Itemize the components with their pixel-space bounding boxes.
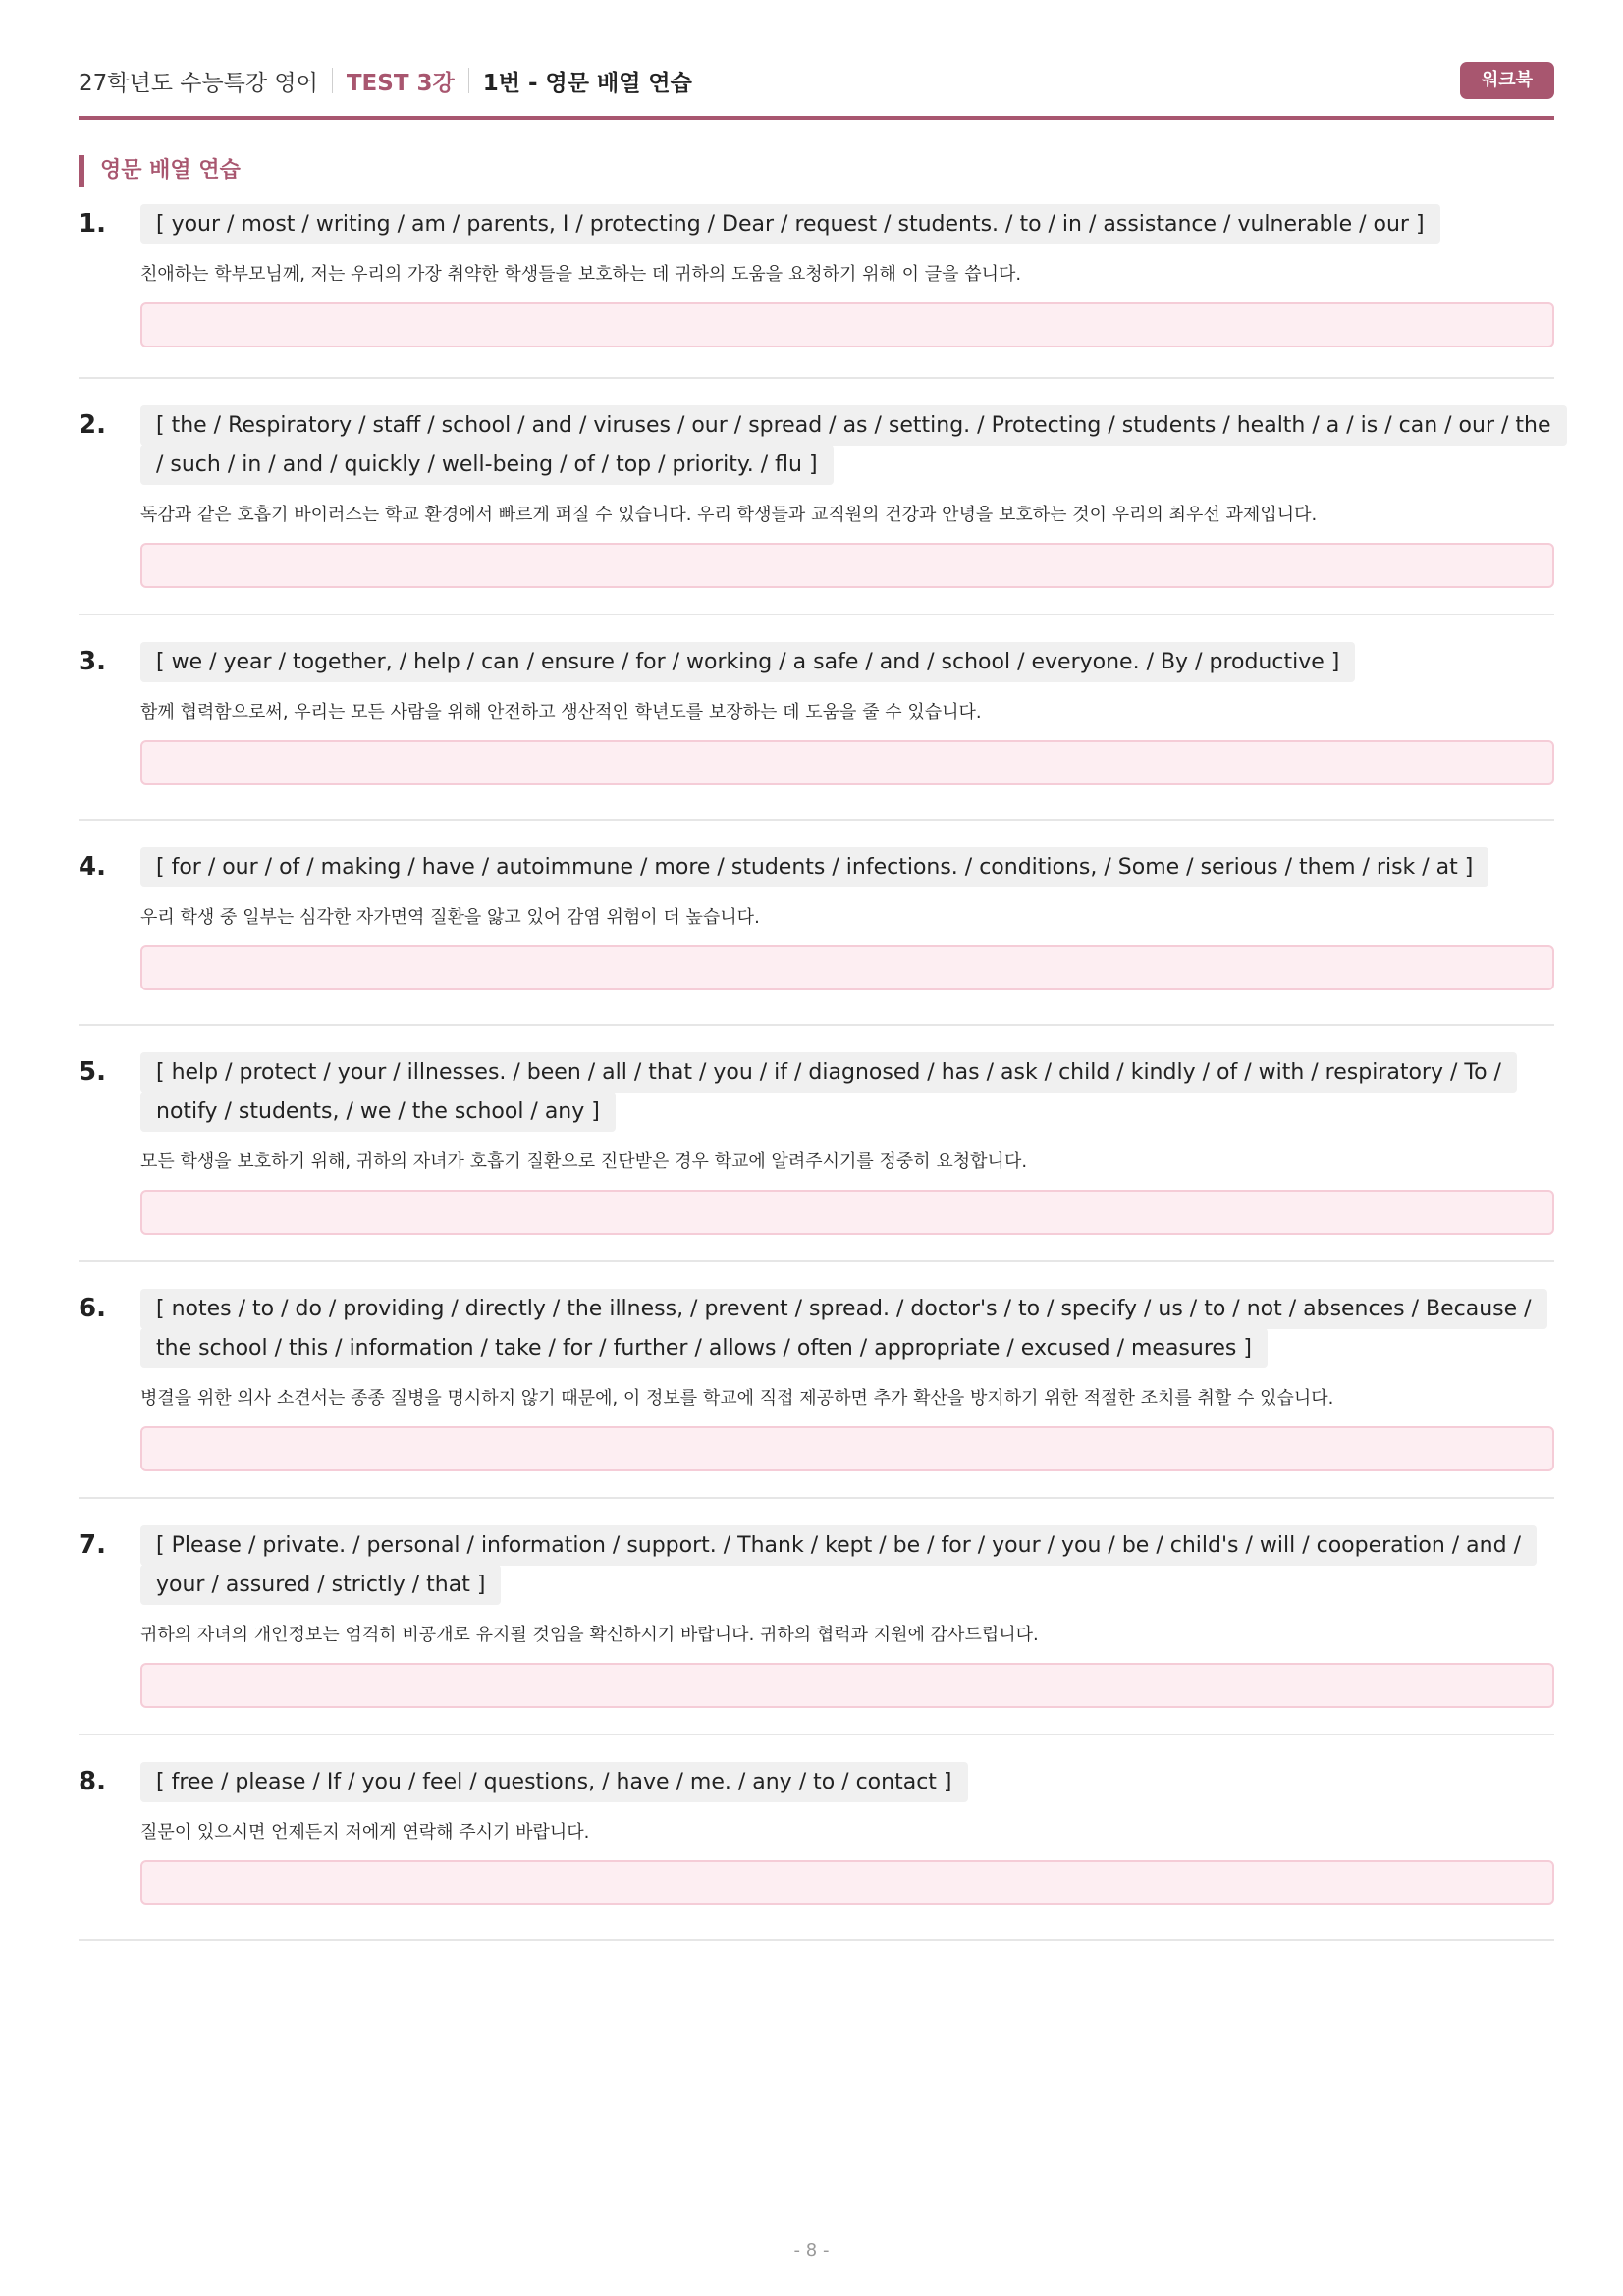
- answer-box[interactable]: [140, 1190, 1554, 1235]
- word-bank-text: [ free / please / If / you / feel / questions, / have / me. / any / to / contact ]: [140, 1762, 968, 1802]
- series-title: 27학년도 수능특강 영어: [79, 70, 318, 96]
- translation: 질문이 있으시면 언제든지 저에게 연락해 주시기 바랍니다.: [140, 1822, 590, 1842]
- exercise-list: [79, 199, 1554, 1941]
- exercise-item: [79, 821, 1554, 1026]
- word-bank: [140, 1262, 1554, 1368]
- word-bank: [140, 821, 1554, 887]
- answer-box[interactable]: [140, 1426, 1554, 1471]
- word-bank-text: [ the / Respiratory / staff / school / and / viruses / our / spread / as / setting. / Protecting / students / health / a / is / can / our / the / such / in / and / quickly / well-being / of / top / priority. / flu ]: [140, 405, 1567, 485]
- item-number: 5.: [79, 1057, 106, 1087]
- word-bank-text: [ help / protect / your / illnesses. / been / all / that / you / if / diagnosed / has / ask / child / kindly / of / with / respiratory / To / notify / students, / we / the school / any ]: [140, 1052, 1517, 1132]
- exercise-item: [79, 1735, 1554, 1941]
- item-number: 2.: [79, 410, 106, 440]
- translation: 우리 학생 중 일부는 심각한 자가면역 질환을 앓고 있어 감염 위험이 더 높습니다.: [140, 907, 760, 928]
- answer-box[interactable]: [140, 1860, 1554, 1905]
- page-number: - 8 -: [793, 2240, 830, 2261]
- answer-box[interactable]: [140, 740, 1554, 785]
- word-bank: [140, 1735, 1554, 1802]
- exercise-item: [79, 379, 1554, 615]
- word-bank: [140, 615, 1554, 682]
- header-divider: [468, 68, 469, 93]
- translation: 병결을 위한 의사 소견서는 종종 질병을 명시하지 않기 때문에, 이 정보를 학교에 직접 제공하면 추가 확산을 방지하기 위한 적절한 조치를 취할 수 있습니다.: [140, 1388, 1334, 1409]
- section-title: 영문 배열 연습: [79, 155, 241, 187]
- exercise-title: 1번 - 영문 배열 연습: [482, 70, 692, 96]
- header-divider: [332, 68, 333, 93]
- exercise-item: [79, 199, 1554, 379]
- word-bank: [140, 1499, 1554, 1605]
- exercise-item: [79, 615, 1554, 821]
- word-bank-text: [ your / most / writing / am / parents, I / protecting / Dear / request / students. / to / in / assistance / vulnerable / our ]: [140, 204, 1440, 244]
- answer-box[interactable]: [140, 945, 1554, 990]
- test-label: TEST 3강: [346, 70, 455, 96]
- translation: 모든 학생을 보호하기 위해, 귀하의 자녀가 호흡기 질환으로 진단받은 경우 학교에 알려주시기를 정중히 요청합니다.: [140, 1151, 1028, 1172]
- item-number: 7.: [79, 1530, 106, 1560]
- word-bank-text: [ notes / to / do / providing / directly / the illness, / prevent / spread. / doctor's / to / specify / us / to / not / absences / Because / the school / this / information / take / for / further / allows / often / appropriate / excused / measures ]: [140, 1289, 1547, 1368]
- word-bank: [140, 1026, 1554, 1132]
- item-number: 1.: [79, 209, 106, 239]
- workbook-badge: 워크북: [1460, 62, 1554, 99]
- translation: 귀하의 자녀의 개인정보는 엄격히 비공개로 유지될 것임을 확신하시기 바랍니다. 귀하의 협력과 지원에 감사드립니다.: [140, 1625, 1039, 1645]
- answer-box[interactable]: [140, 1663, 1554, 1708]
- item-number: 3.: [79, 647, 106, 676]
- item-number: 6.: [79, 1294, 106, 1323]
- answer-box[interactable]: [140, 543, 1554, 588]
- answer-box[interactable]: [140, 302, 1554, 347]
- item-number: 4.: [79, 852, 106, 881]
- page-header: [79, 61, 1554, 100]
- exercise-item: [79, 1262, 1554, 1499]
- word-bank-text: [ we / year / together, / help / can / ensure / for / working / a safe / and / school / everyone. / By / productive ]: [140, 642, 1355, 682]
- exercise-item: [79, 1026, 1554, 1262]
- item-number: 8.: [79, 1767, 106, 1796]
- header-rule: [79, 116, 1554, 120]
- word-bank-text: [ Please / private. / personal / information / support. / Thank / kept / be / for / your / you / be / child's / will / cooperation / and / your / assured / strictly / that ]: [140, 1525, 1537, 1605]
- exercise-item: [79, 1499, 1554, 1735]
- translation: 친애하는 학부모님께, 저는 우리의 가장 취약한 학생들을 보호하는 데 귀하의 도움을 요청하기 위해 이 글을 씁니다.: [140, 264, 1022, 285]
- word-bank: [140, 199, 1554, 244]
- word-bank: [140, 379, 1554, 485]
- word-bank-text: [ for / our / of / making / have / autoimmune / more / students / infections. / conditions, / Some / serious / them / risk / at ]: [140, 847, 1488, 887]
- translation: 독감과 같은 호흡기 바이러스는 학교 환경에서 빠르게 퍼질 수 있습니다. 우리 학생들과 교직원의 건강과 안녕을 보호하는 것이 우리의 최우선 과제입니다.: [140, 505, 1318, 525]
- translation: 함께 협력함으로써, 우리는 모든 사람을 위해 안전하고 생산적인 학년도를 보장하는 데 도움을 줄 수 있습니다.: [140, 702, 982, 722]
